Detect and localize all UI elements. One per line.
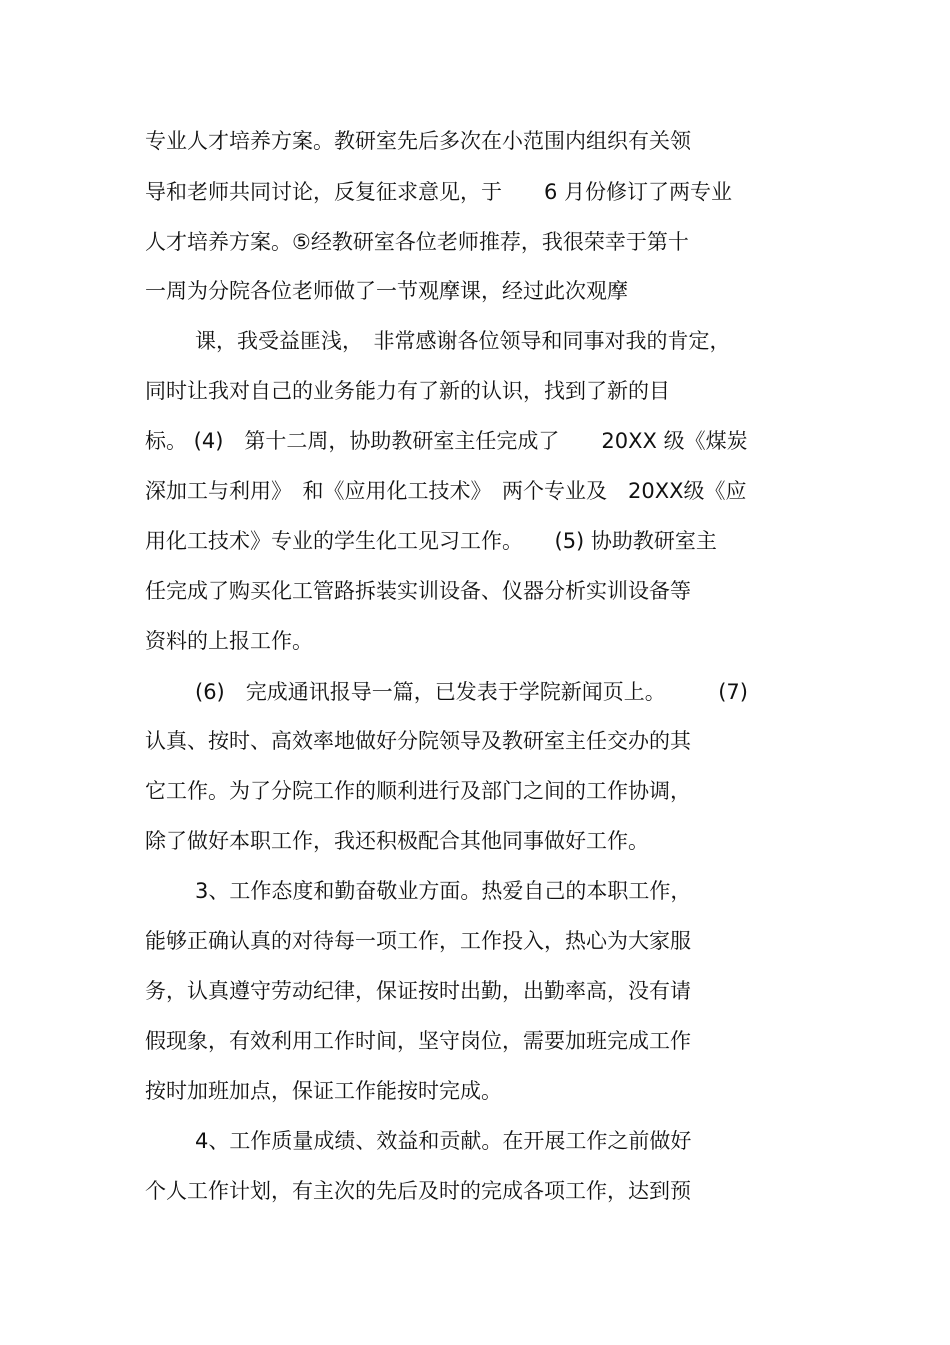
text-line: 能够正确认真的对待每一项工作，工作投入，热心为大家服 xyxy=(145,929,691,953)
text-line: 个人工作计划，有主次的先后及时的完成各项工作，达到预 xyxy=(145,1179,691,1203)
text-line: 同时让我对自己的业务能力有了新的认识，找到了新的目 xyxy=(145,379,670,403)
text-line: 课，我受益匪浅， 非常感谢各位领导和同事对我的肯定， xyxy=(195,329,731,353)
text-line: 标。 (4) 第十二周，协助教研室主任完成了 20XX 级《煤炭 xyxy=(145,429,748,453)
text-line: 按时加班加点，保证工作能按时完成。 xyxy=(145,1079,502,1103)
text-line: 务，认真遵守劳动纪律，保证按时出勤，出勤率高，没有请 xyxy=(145,979,691,1003)
text-line: 人才培养方案。⑤经教研室各位老师推荐，我很荣幸于第十 xyxy=(145,230,689,254)
text-line: 任完成了购买化工管路拆装实训设备、仪器分析实训设备等 xyxy=(145,579,691,603)
text-line: 深加工与利用》 和《应用化工技术》 两个专业及 20XX级《应 xyxy=(145,479,747,503)
text-line: 资料的上报工作。 xyxy=(145,629,313,653)
text-line: 4、工作质量成绩、效益和贡献。在开展工作之前做好 xyxy=(195,1129,692,1153)
text-line: 专业人才培养方案。教研室先后多次在小范围内组织有关领 xyxy=(145,129,691,153)
text-line: 3、工作态度和勤奋敬业方面。热爱自己的本职工作， xyxy=(195,879,692,903)
text-line: 用化工技术》专业的学生化工见习工作。 (5) 协助教研室主 xyxy=(145,529,717,553)
text-line: 它工作。为了分院工作的顺利进行及部门之间的工作协调， xyxy=(145,779,691,803)
text-line: 一周为分院各位老师做了一节观摩课，经过此次观摩 xyxy=(145,279,628,303)
text-line: 导和老师共同讨论，反复征求意见，于 6 月份修订了两专业 xyxy=(145,180,733,204)
text-line: 认真、按时、高效率地做好分院领导及教研室主任交办的其 xyxy=(145,729,691,753)
text-line: 除了做好本职工作，我还积极配合其他同事做好工作。 xyxy=(145,829,649,853)
text-line: 假现象，有效利用工作时间，坚守岗位，需要加班完成工作 xyxy=(145,1029,691,1053)
text-line: (6) 完成通讯报导一篇，已发表于学院新闻页上。 (7) xyxy=(195,680,748,704)
